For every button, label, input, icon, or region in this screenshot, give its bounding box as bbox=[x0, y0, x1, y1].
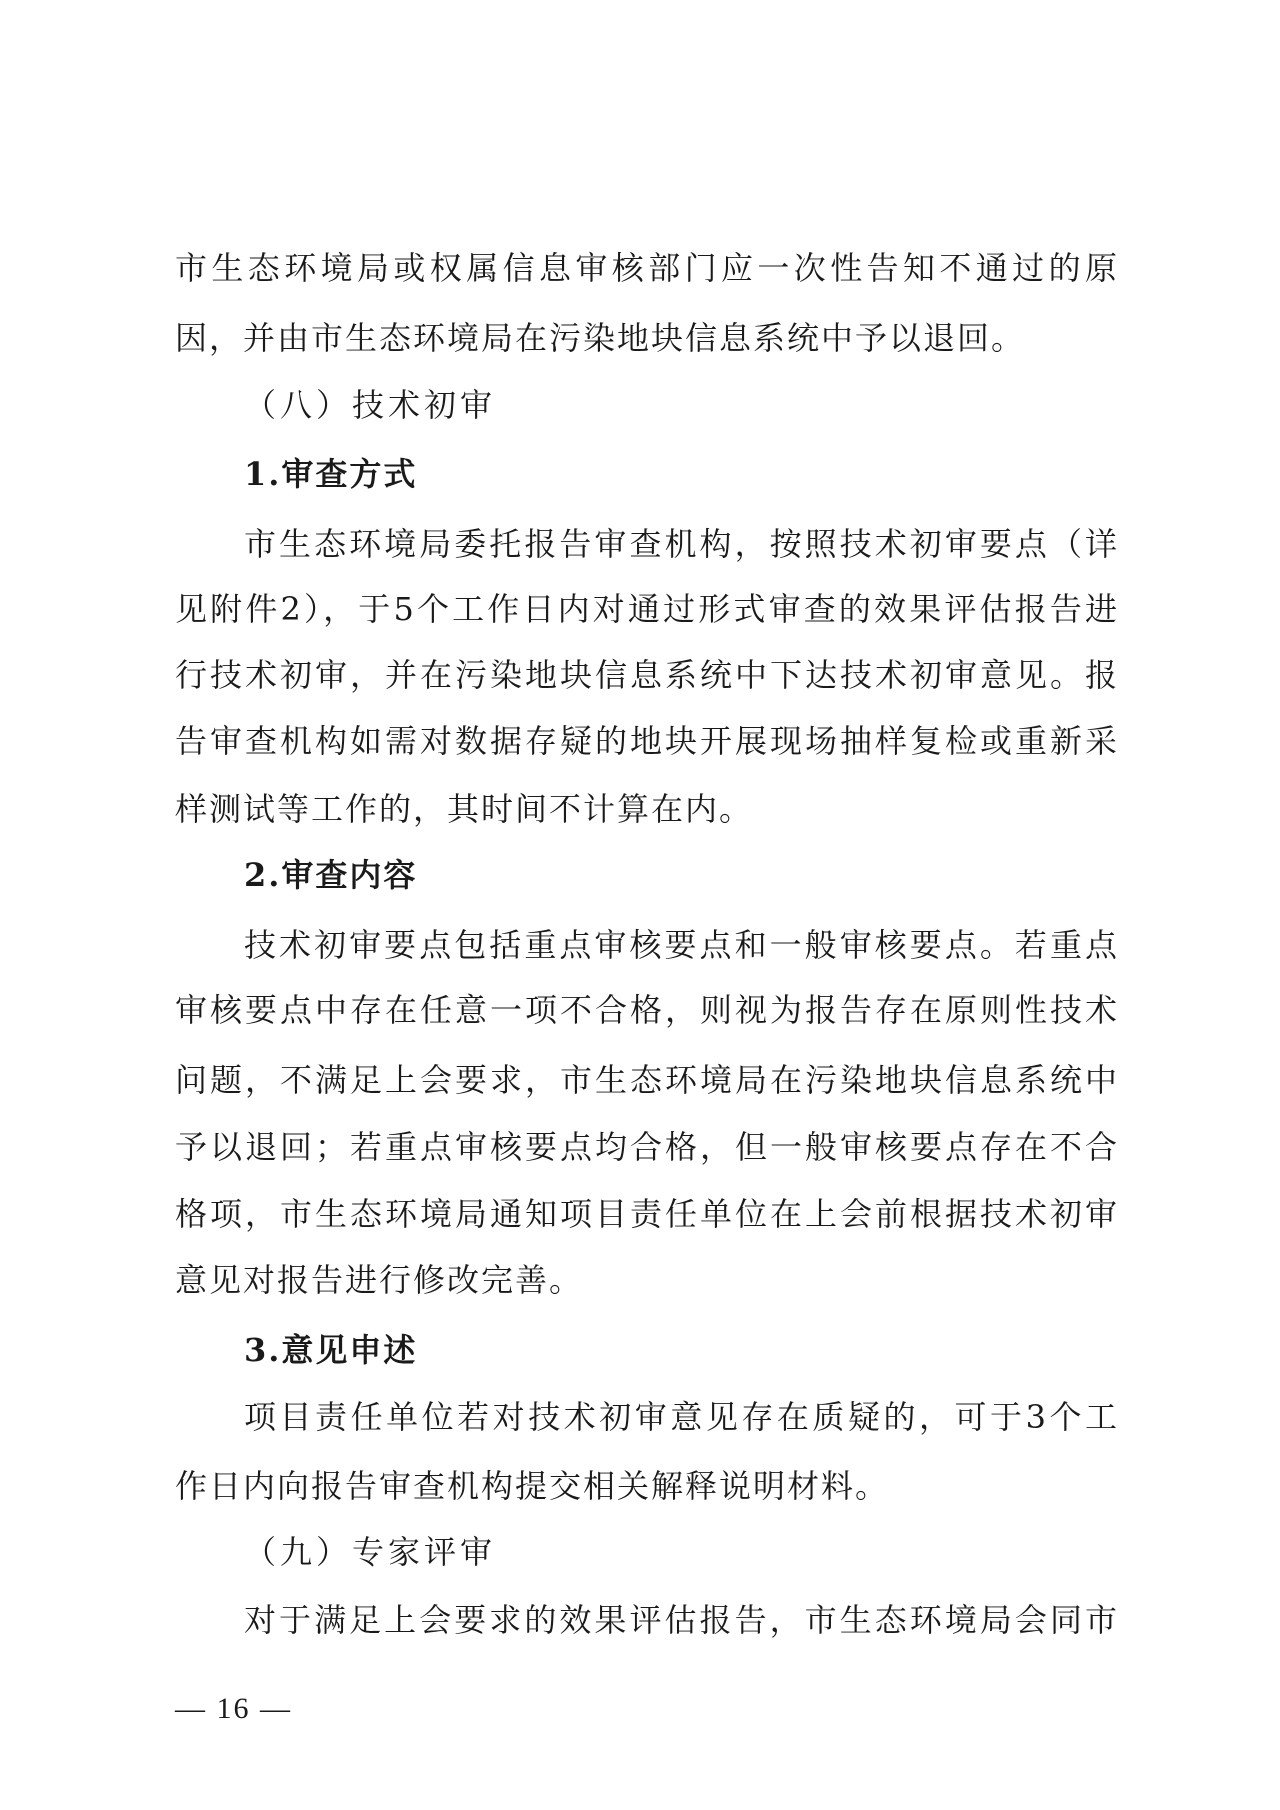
body-line: 对于满足上会要求的效果评估报告，市生态环境局会同市 bbox=[244, 1601, 1117, 1639]
body-line: 见附件2），于5个工作日内对通过形式审查的效果评估报告进 bbox=[175, 590, 1117, 628]
section-heading: （八）技术初审 bbox=[244, 386, 497, 424]
body-line: 行技术初审，并在污染地块信息系统中下达技术初审意见。报 bbox=[175, 656, 1117, 694]
body-line: 予以退回；若重点审核要点均合格，但一般审核要点存在不合 bbox=[175, 1128, 1117, 1166]
body-line: 市生态环境局委托报告审查机构，按照技术初审要点（详 bbox=[244, 525, 1117, 563]
body-line: 审核要点中存在任意一项不合格，则视为报告存在原则性技术 bbox=[175, 991, 1117, 1029]
section-heading: （九）专家评审 bbox=[244, 1533, 497, 1571]
body-line: 格项，市生态环境局通知项目责任单位在上会前根据技术初审 bbox=[175, 1195, 1117, 1233]
subsection-heading: 2.审查内容 bbox=[244, 856, 418, 894]
subsection-heading: 3.意见申述 bbox=[244, 1331, 418, 1369]
body-line: 项目责任单位若对技术初审意见存在质疑的，可于3个工 bbox=[244, 1398, 1117, 1436]
body-line: 作日内向报告审查机构提交相关解释说明材料。 bbox=[175, 1467, 890, 1505]
body-line: 样测试等工作的，其时间不计算在内。 bbox=[175, 790, 754, 828]
page-number: — 16 — bbox=[175, 1692, 292, 1725]
body-line: 问题，不满足上会要求，市生态环境局在污染地块信息系统中 bbox=[175, 1061, 1117, 1099]
body-line: 告审查机构如需对数据存疑的地块开展现场抽样复检或重新采 bbox=[175, 722, 1117, 760]
subsection-heading: 1.审查方式 bbox=[244, 455, 418, 493]
body-line: 市生态环境局或权属信息审核部门应一次性告知不通过的原 bbox=[175, 249, 1117, 287]
body-line: 意见对报告进行修改完善。 bbox=[175, 1261, 584, 1299]
body-line: 技术初审要点包括重点审核要点和一般审核要点。若重点 bbox=[244, 926, 1117, 964]
body-line: 因，并由市生态环境局在污染地块信息系统中予以退回。 bbox=[175, 319, 1026, 357]
